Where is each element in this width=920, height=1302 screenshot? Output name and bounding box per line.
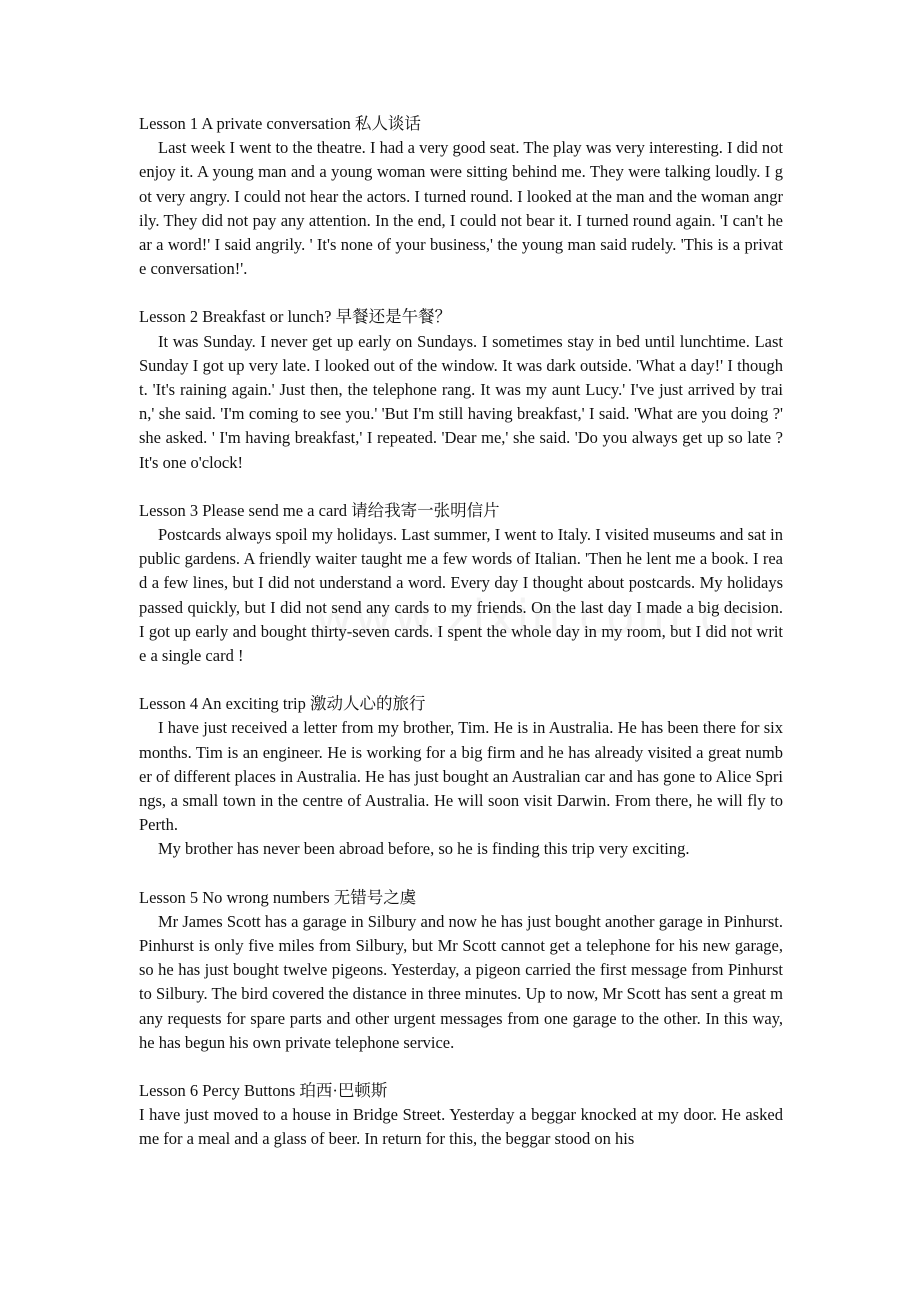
lesson-paragraph: Postcards always spoil my holidays. Last summer, I went to Italy. I visited museums and sat in public gardens. A friendly waiter taught me a few words of Italian. 'Then he lent me a book. I read a few lines, but I did not understand a word. Every day I thought about postcards. My holidays passed quickly, but I did not send any cards to my friends. On the last day I made a big decision. I got up early and bought thirty-seven cards. I spent the whole day in my room, but I did not write a single card ! xyxy=(139,525,783,666)
lesson-paragraph: My brother has never been abroad before, so he is finding this trip very exciting. xyxy=(158,839,690,859)
document-page xyxy=(139,112,783,1176)
lesson-3 xyxy=(139,499,783,668)
lesson-title: Lesson 5 No wrong numbers 无错号之虞 xyxy=(139,887,417,907)
lesson-paragraph: It was Sunday. I never get up early on Sundays. I sometimes stay in bed until lunchtime. Last Sunday I got up very late. I looked out of the window. It was dark outside. 'What a day!' I thought. 'It's raining again.' Just then, the telephone rang. It was my aunt Lucy.' I've just arrived by train,' she said. 'I'm coming to see you.' 'But I'm still having breakfast,' I said. 'What are you doing ?' she asked. ' I'm having breakfast,' I repeated. 'Dear me,' she said. 'Do you always get up so late ? It's one o'clock! xyxy=(139,331,783,472)
lesson-1 xyxy=(139,112,783,281)
lesson-title: Lesson 1 A private conversation 私人谈话 xyxy=(139,114,421,133)
lesson-5 xyxy=(139,886,783,1055)
lesson-4 xyxy=(139,692,783,861)
lesson-paragraph: I have just moved to a house in Bridge Street. Yesterday a beggar knocked at my door. He asked me for a meal and a glass of beer. In return for this, the beggar stood on his xyxy=(139,1105,783,1149)
lesson-paragraph: Mr James Scott has a garage in Silbury and now he has just bought another garage in Pinhurst. Pinhurst is only five miles from Silbury, but Mr Scott cannot get a telephone for his new garage, so he has just bought twelve pigeons. Yesterday, a pigeon carried the first message from Pinhurst to Silbury. The bird covered the distance in three minutes. Up to now, Mr Scott has sent a great many requests for spare parts and other urgent messages from one garage to the other. In this way, he has begun his own private telephone service. xyxy=(139,911,783,1052)
lesson-title: Lesson 2 Breakfast or lunch? 早餐还是午餐？ xyxy=(139,307,452,327)
lesson-paragraph: I have just received a letter from my brother, Tim. He is in Australia. He has been there for six months. Tim is an engineer. He is working for a big firm and he has already visited a great number of different places in Australia. He has just bought an Australian car and has gone to Alice Springs, a small town in the centre of Australia. He will soon visit Darwin. From there, he will fly to Perth. xyxy=(139,718,783,835)
lesson-paragraph: Last week I went to the theatre. I had a very good seat. The play was very interesting. I did not enjoy it. A young man and a young woman were sitting behind me. They were talking loudly. I got very angry. I could not hear the actors. I turned round. I looked at the man and the woman angrily. They did not pay any attention. In the end, I could not bear it. I turned round again. 'I can't hear a word!' I said angrily. ' It's none of your business,' the young man said rudely. 'This is a private conversation!'. xyxy=(139,138,783,279)
lesson-title: Lesson 6 Percy Buttons 珀西·巴顿斯 xyxy=(139,1081,388,1101)
lesson-title: Lesson 4 An exciting trip 激动人心的旅行 xyxy=(139,694,426,714)
lesson-6 xyxy=(139,1079,783,1152)
lesson-title: Lesson 3 Please send me a card 请给我寄一张明信片 xyxy=(139,500,500,520)
lesson-2 xyxy=(139,305,783,474)
